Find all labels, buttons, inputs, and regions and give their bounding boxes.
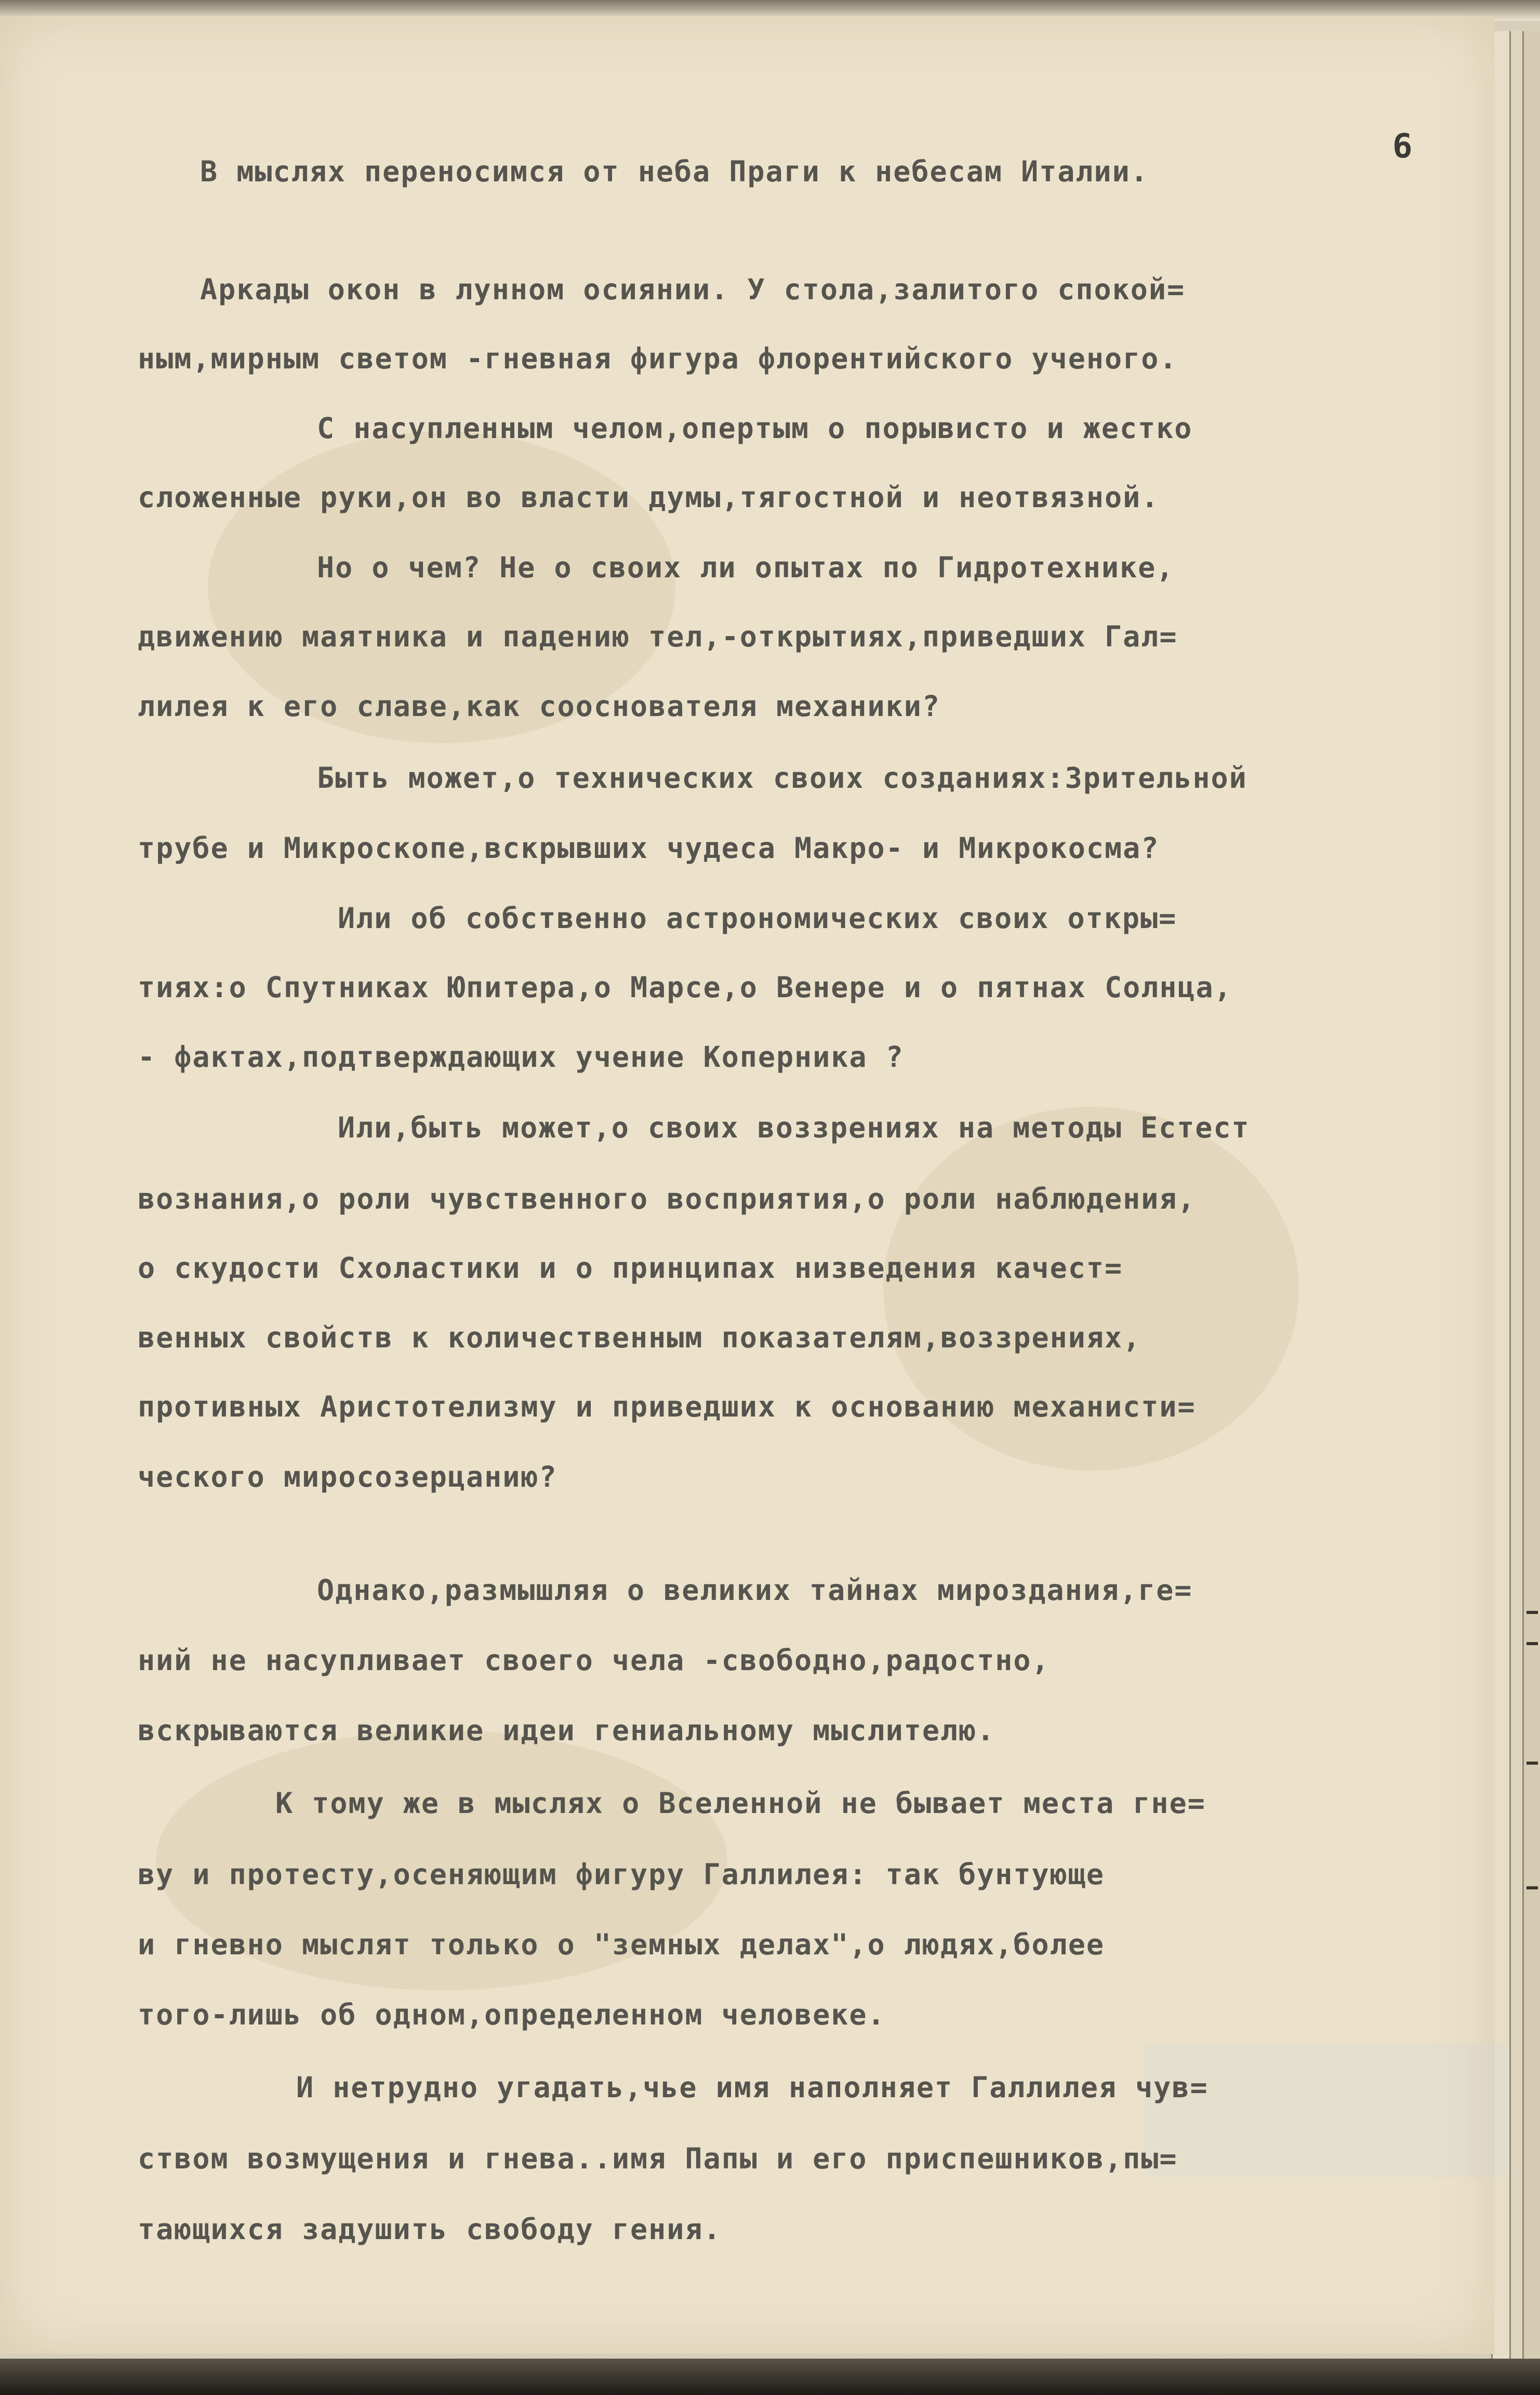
text-line: венных свойств к количественным показателям,воззрениях, [138, 1321, 1141, 1354]
text-line: лилея к его славе,как сооснователя механики? [138, 690, 940, 723]
text-line: того-лишь об одном,определенном человеке. [138, 1998, 886, 2031]
text-line: Или,быть может,о своих воззрениях на методы Естест [338, 1111, 1250, 1144]
text-line: - фактах,подтверждающих учение Коперника ? [138, 1040, 904, 1074]
text-line: вскрываются великие идеи гениальному мыслителю. [138, 1714, 995, 1747]
document-body [0, 16, 1494, 2354]
text-line: о скудости Схоластики и о принципах низведения качест= [138, 1251, 1123, 1285]
typewritten-page [0, 16, 1494, 2354]
page-edge-tick [1526, 1611, 1538, 1614]
scanner-bottom-edge [0, 2359, 1540, 2395]
text-line: Но о чем? Не о своих ли опытах по Гидротехнике, [317, 551, 1175, 584]
text-line: противных Аристотелизму и приведших к основанию механисти= [138, 1390, 1196, 1423]
text-line: тающихся задушить свободу гения. [138, 2213, 722, 2246]
text-line: С насупленным челом,опертым о порывисто и жестко [317, 412, 1193, 445]
text-line: ву и протесту,осеняющим фигуру Галлилея: так бунтующе [138, 1858, 1105, 1891]
text-line: ний не насупливает своего чела -свободно,радостно, [138, 1644, 1050, 1677]
page-edge-tick [1526, 1886, 1538, 1889]
text-line: ным,мирным светом -гневная фигура флорентийского ученого. [138, 342, 1178, 375]
page-number: 6 [1392, 127, 1413, 166]
text-line: ством возмущения и гнева..имя Папы и его приспешников,пы= [138, 2142, 1178, 2175]
text-line: И нетрудно угадать,чье имя наполняет Галлилея чув= [296, 2071, 1209, 2104]
text-line: В мыслях переносимся от неба Праги к небесам Италии. [200, 155, 1149, 188]
text-line: трубе и Микроскопе,вскрывших чудеса Макро- и Микрокосма? [138, 831, 1160, 865]
text-line: сложенные руки,он во власти думы,тягостной и неотвязной. [138, 481, 1160, 514]
page-edge-3 [1522, 31, 1540, 2364]
text-line: тиях:о Спутниках Юпитера,о Марсе,о Венере и о пятнах Солнца, [138, 971, 1232, 1004]
text-line: и гневно мыслят только о "земных делах",о людях,более [138, 1928, 1105, 1961]
text-line: Или об собственно астрономических своих откры= [338, 902, 1177, 935]
text-line: вознания,о роли чувственного восприятия,о роли наблюдения, [138, 1182, 1196, 1215]
text-line: К тому же в мыслях о Вселенной не бывает места гне= [275, 1787, 1206, 1820]
text-line: Аркады окон в лунном осиянии. У стола,залитого спокой= [200, 273, 1186, 306]
text-line: движению маятника и падению тел,-открытиях,приведших Гал= [138, 620, 1178, 653]
page-edge-tick [1526, 1762, 1538, 1765]
page-edge-tick [1526, 1642, 1538, 1645]
text-line: Однако,размышляя о великих тайнах мироздания,ге= [317, 1573, 1193, 1607]
text-line: ческого миросозерцанию? [138, 1460, 557, 1493]
text-line: Быть может,о технических своих созданиях:Зрительной [317, 761, 1247, 795]
